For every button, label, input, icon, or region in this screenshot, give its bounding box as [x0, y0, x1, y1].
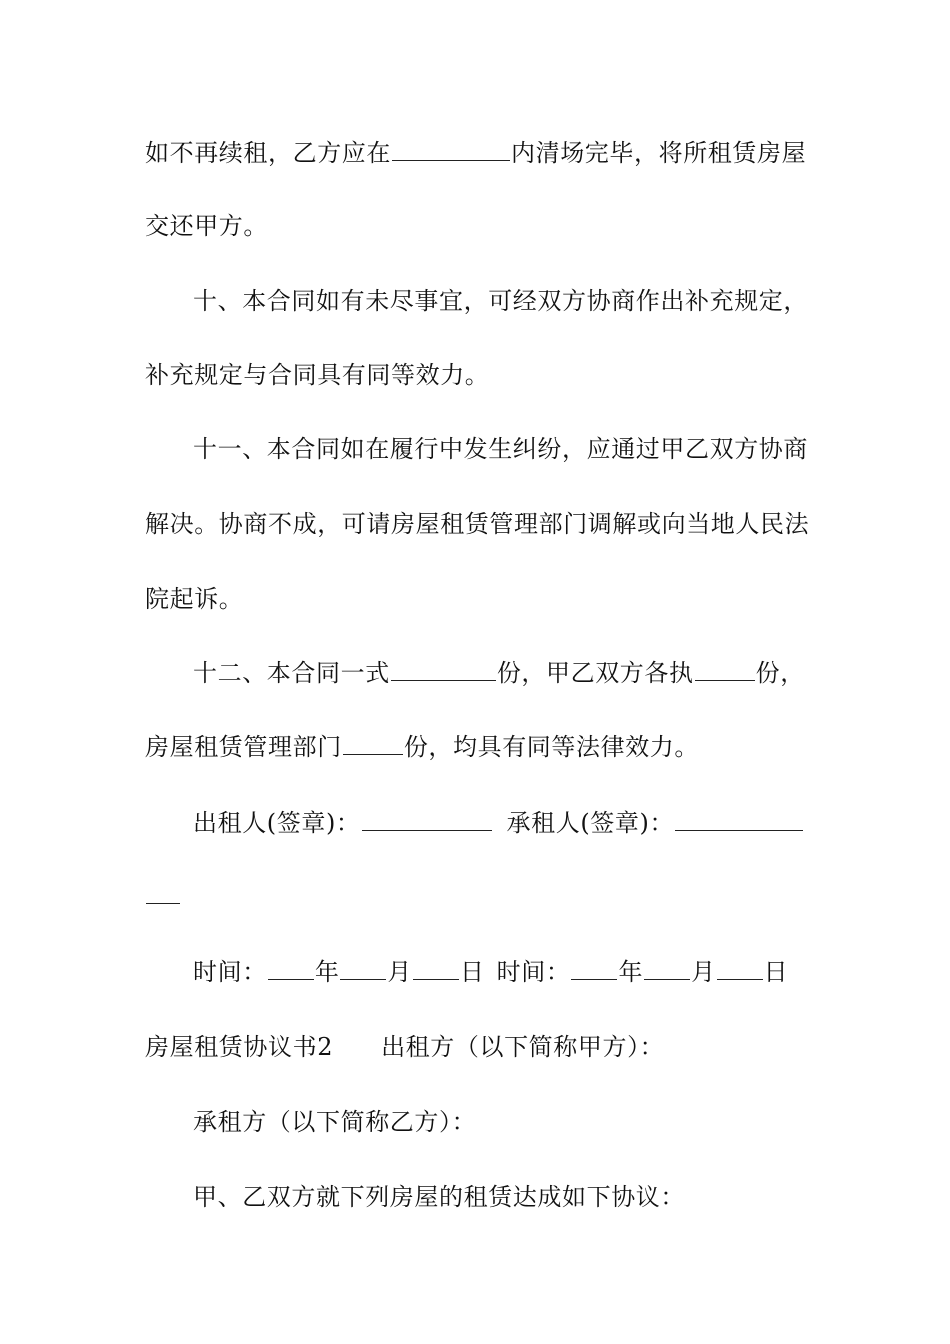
agreement-title: 房屋租赁协议书2	[145, 1033, 334, 1061]
text-segment: 十二、本合同一式	[193, 659, 390, 687]
fill-blank	[343, 732, 403, 755]
clause-11-line2: 解决。协商不成，可请房屋租赁管理部门调解或向当地人民法	[145, 510, 810, 538]
clause-12-end	[145, 731, 810, 763]
agreement-2-header	[145, 1031, 810, 1063]
clause-11: 十一、本合同如在履行中发生纠纷，应通过甲乙双方协商	[193, 435, 808, 463]
year-blank	[571, 957, 617, 980]
year-label: 年	[618, 958, 644, 986]
lessor-signature-label: 出租人(签章)：	[193, 809, 361, 837]
date-label: 时间：	[496, 958, 571, 986]
signature-line	[193, 807, 810, 839]
day-blank	[717, 957, 763, 980]
day-label: 日	[460, 958, 485, 986]
lessee-signature-label: 承租人(签章)：	[506, 809, 675, 837]
year-label: 年	[314, 958, 340, 986]
day-label: 日	[763, 958, 789, 986]
lessee-signature-blank	[675, 808, 803, 831]
clause-11-end: 院起诉。	[145, 585, 244, 613]
lessee-party-label: 承租方（以下简称乙方）：	[193, 1108, 477, 1136]
month-blank	[644, 957, 690, 980]
clause-9-continuation	[145, 137, 810, 169]
day-blank	[413, 957, 459, 980]
clause-9-end: 交还甲方。	[145, 212, 268, 240]
signature-line-overflow	[145, 880, 810, 912]
fill-blank	[695, 658, 755, 681]
text-segment: 份，甲乙双方各执	[496, 659, 694, 687]
text-segment: 份，均具有同等法律效力。	[403, 733, 700, 761]
month-label: 月	[691, 958, 716, 986]
clause-12	[193, 657, 810, 689]
year-blank	[268, 957, 314, 980]
lessor-party-label: 出租方（以下简称甲方）：	[381, 1033, 665, 1061]
text-segment: 房屋租赁管理部门	[145, 733, 342, 761]
agreement-intro: 甲、乙双方就下列房屋的租赁达成如下协议：	[193, 1183, 685, 1211]
fill-blank	[146, 881, 180, 904]
text-segment: 份，	[755, 659, 805, 687]
clause-10-end: 补充规定与合同具有同等效力。	[145, 361, 490, 389]
clause-10: 十、本合同如有未尽事宜，可经双方协商作出补充规定，	[193, 287, 808, 315]
month-blank	[340, 957, 386, 980]
lessor-signature-blank	[362, 808, 492, 831]
date-label: 时间：	[193, 958, 267, 986]
fill-blank	[392, 138, 510, 161]
text-segment: 内清场完毕，将所租赁房屋	[511, 139, 807, 167]
month-label: 月	[387, 958, 413, 986]
fill-blank	[391, 658, 496, 681]
date-line	[193, 956, 810, 988]
text-segment: 如不再续租，乙方应在	[145, 139, 391, 167]
